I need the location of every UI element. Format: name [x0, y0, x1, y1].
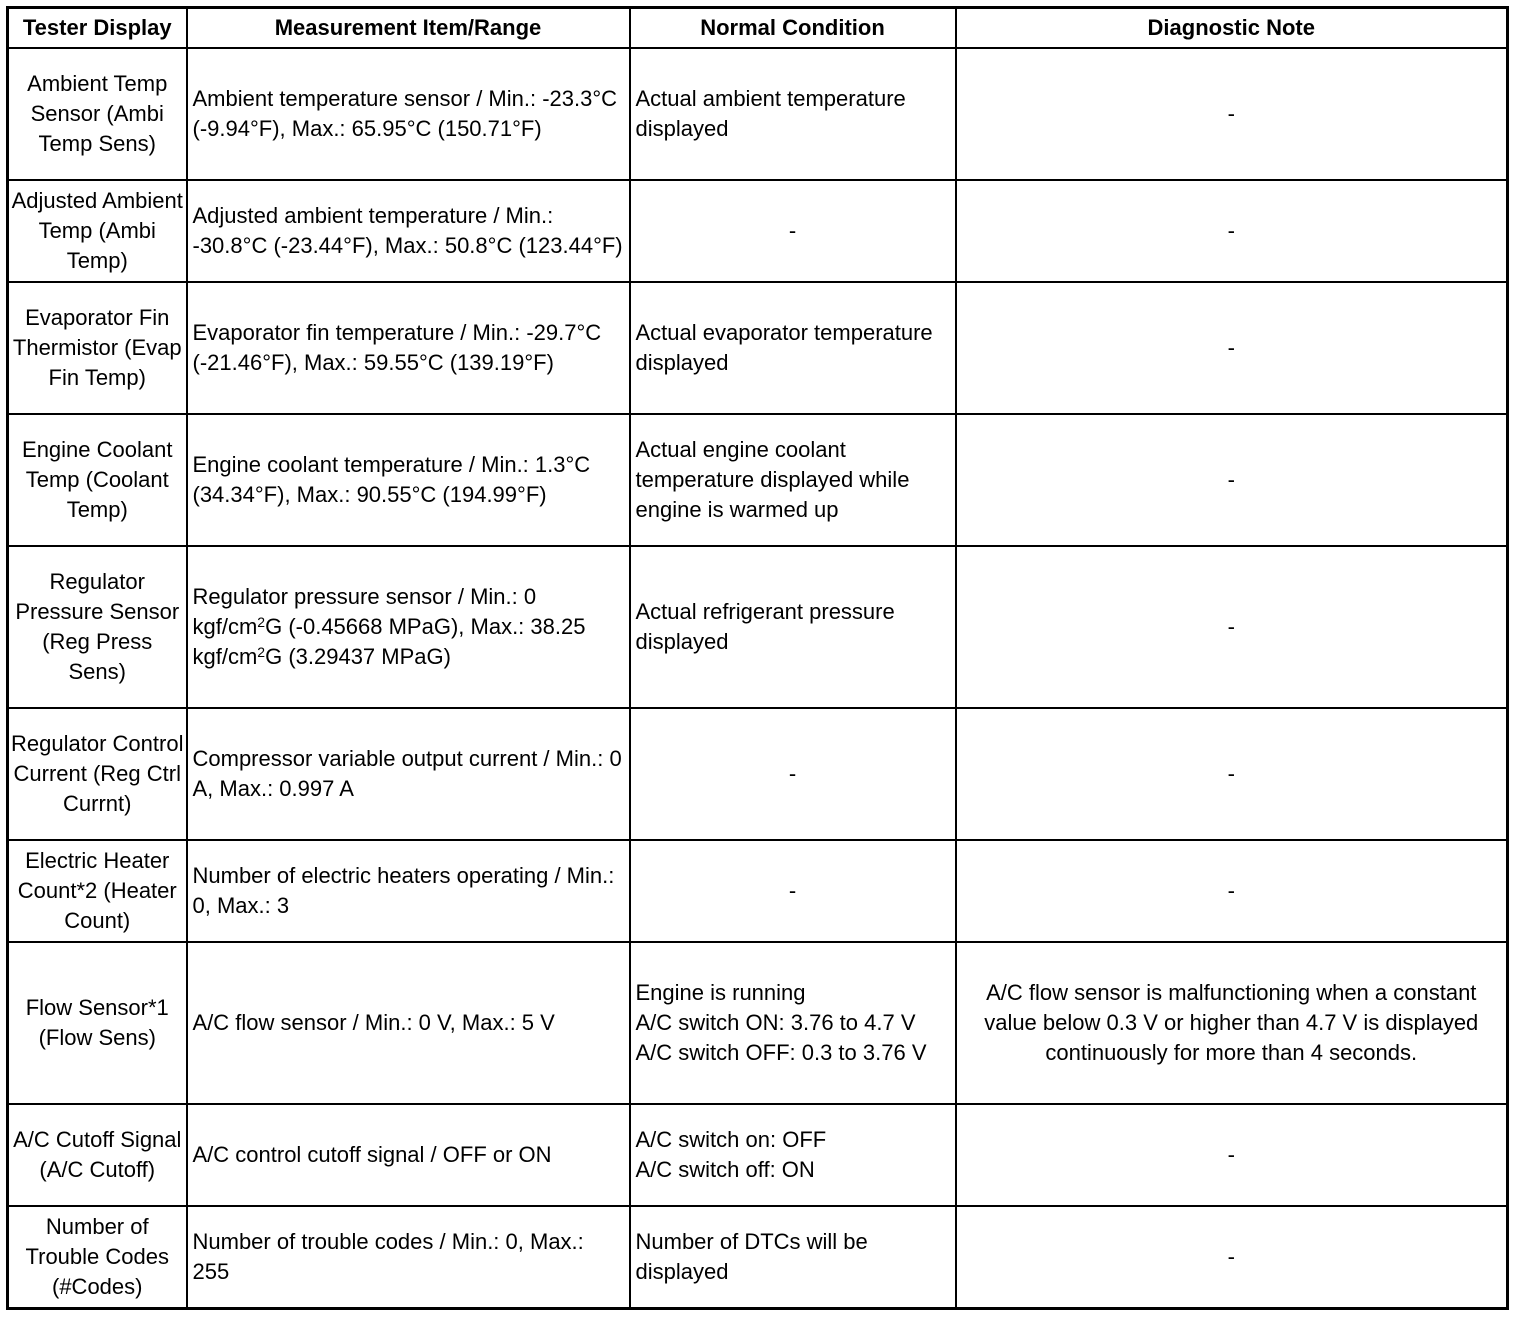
header-normal-condition: Normal Condition — [630, 8, 956, 49]
table-row — [8, 414, 1508, 546]
normal-condition-cell: Number of DTCs will be displayed — [630, 1206, 956, 1308]
diagnostic-note-cell: - — [956, 840, 1508, 942]
diagnostic-note-cell: A/C flow sensor is malfunctioning when a constant value below 0.3 V or higher than 4.7 V is displayed continuously for more than 4 seconds. — [956, 942, 1508, 1104]
data-list-table — [6, 6, 1509, 1310]
table-row — [8, 708, 1508, 840]
measurement-cell: Ambient temperature sensor / Min.: -23.3°C (-9.94°F), Max.: 65.95°C (150.71°F) — [187, 48, 630, 180]
condition-line: Engine is running — [635, 980, 806, 1005]
superscript: 2 — [257, 644, 266, 660]
diagnostic-note-cell: - — [956, 708, 1508, 840]
diagnostic-note-cell: - — [956, 48, 1508, 180]
tester-display-cell: Number of Trouble Codes (#Codes) — [8, 1206, 187, 1308]
condition-line: A/C switch off: ON — [635, 1157, 815, 1182]
table-row — [8, 840, 1508, 942]
tester-display-cell: Regulator Pressure Sensor (Reg Press Sens) — [8, 546, 187, 708]
diagnostic-note-cell: - — [956, 414, 1508, 546]
measurement-text: Regulator pressure sensor / Min.: 0 kgf/cm — [192, 584, 537, 639]
measurement-cell: Number of trouble codes / Min.: 0, Max.: 255 — [187, 1206, 630, 1308]
diagnostic-note-cell: - — [956, 180, 1508, 282]
tester-display-cell: Ambient Temp Sensor (Ambi Temp Sens) — [8, 48, 187, 180]
table-row — [8, 942, 1508, 1104]
tester-display-cell: Evaporator Fin Thermistor (Evap Fin Temp) — [8, 282, 187, 414]
diagnostic-note-cell: - — [956, 546, 1508, 708]
tester-display-cell: Engine Coolant Temp (Coolant Temp) — [8, 414, 187, 546]
header-measurement: Measurement Item/Range — [187, 8, 630, 49]
table-row — [8, 546, 1508, 708]
normal-condition-cell: Actual refrigerant pressure displayed — [630, 546, 956, 708]
header-tester-display: Tester Display — [8, 8, 187, 49]
normal-condition-cell: - — [630, 180, 956, 282]
tester-display-cell: Adjusted Ambient Temp (Ambi Temp) — [8, 180, 187, 282]
table-row — [8, 1206, 1508, 1308]
measurement-text: G (3.29437 MPaG) — [265, 644, 451, 669]
normal-condition-cell: - — [630, 708, 956, 840]
table-row — [8, 48, 1508, 180]
table-row — [8, 180, 1508, 282]
measurement-cell: Engine coolant temperature / Min.: 1.3°C (34.34°F), Max.: 90.55°C (194.99°F) — [187, 414, 630, 546]
normal-condition-cell — [630, 1104, 956, 1206]
measurement-text: G (-0.45668 MPaG), Max.: 38.25 kgf/cm — [192, 614, 586, 669]
table-row — [8, 282, 1508, 414]
condition-line: A/C switch ON: 3.76 to 4.7 V — [635, 1010, 916, 1035]
normal-condition-cell: Actual evaporator temperature displayed — [630, 282, 956, 414]
measurement-cell: A/C control cutoff signal / OFF or ON — [187, 1104, 630, 1206]
normal-condition-cell: Actual engine coolant temperature displayed while engine is warmed up — [630, 414, 956, 546]
tester-display-cell: A/C Cutoff Signal (A/C Cutoff) — [8, 1104, 187, 1206]
condition-line: A/C switch OFF: 0.3 to 3.76 V — [635, 1040, 927, 1065]
tester-display-cell: Electric Heater Count*2 (Heater Count) — [8, 840, 187, 942]
superscript: 2 — [257, 614, 266, 630]
normal-condition-cell — [630, 942, 956, 1104]
measurement-cell: Compressor variable output current / Min.: 0 A, Max.: 0.997 A — [187, 708, 630, 840]
measurement-cell: Evaporator fin temperature / Min.: -29.7°C (-21.46°F), Max.: 59.55°C (139.19°F) — [187, 282, 630, 414]
normal-condition-cell: - — [630, 840, 956, 942]
condition-line: A/C switch on: OFF — [635, 1127, 827, 1152]
header-diagnostic-note: Diagnostic Note — [956, 8, 1508, 49]
measurement-cell: Number of electric heaters operating / Min.: 0, Max.: 3 — [187, 840, 630, 942]
measurement-cell — [187, 546, 630, 708]
diagnostic-note-cell: - — [956, 1206, 1508, 1308]
tester-display-cell: Regulator Control Current (Reg Ctrl Currnt) — [8, 708, 187, 840]
measurement-cell: Adjusted ambient temperature / Min.: -30.8°C (-23.44°F), Max.: 50.8°C (123.44°F) — [187, 180, 630, 282]
diagnostic-note-cell: - — [956, 282, 1508, 414]
table-wrapper — [6, 6, 1509, 1310]
normal-condition-cell: Actual ambient temperature displayed — [630, 48, 956, 180]
table-header-row — [8, 8, 1508, 49]
table-row — [8, 1104, 1508, 1206]
tester-display-cell: Flow Sensor*1 (Flow Sens) — [8, 942, 187, 1104]
measurement-cell: A/C flow sensor / Min.: 0 V, Max.: 5 V — [187, 942, 630, 1104]
diagnostic-note-cell: - — [956, 1104, 1508, 1206]
